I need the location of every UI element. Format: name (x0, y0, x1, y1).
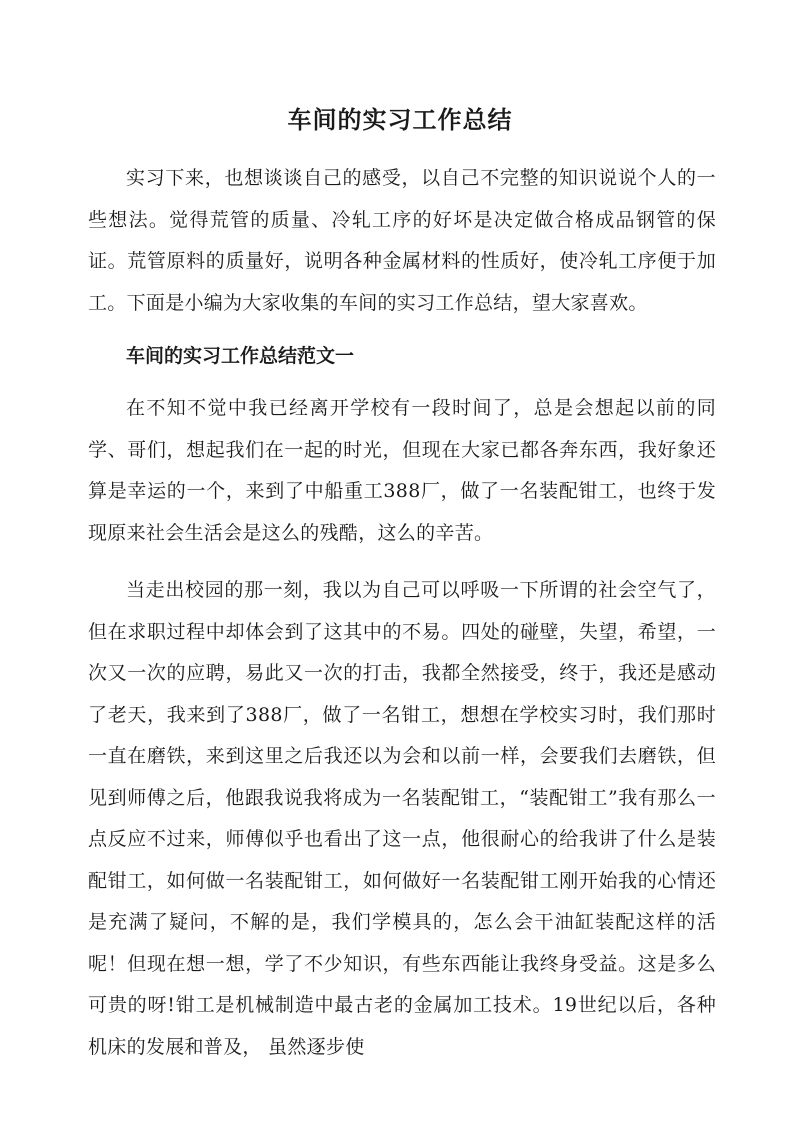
document-title: 车间的实习工作总结 (287, 105, 513, 134)
section-heading: 车间的实习工作总结范文一 (126, 345, 355, 367)
body-paragraph-2: 当走出校园的那一刻，我以为自己可以呼吸一下所谓的社会空气了，但在求职过程中却体会到了这其中的不易。四处的碰壁，失望，希望，一次又一次的应聘，易此又一次的打击，我都全然接受，终于，我还是感动了老天，我来到了388厂，做了一名钳工，想想在学校实习时，我们那时一直在磨铁，来到这里之后我还以为会和以前一样，会要我们去磨铁，但见到师傅之后，他跟我说我将成为一名装配钳工，“装配钳工”我有那么一点反应不过来，师傅似乎也看出了这一点，他很耐心的给我讲了什么是装配钳工，如何做一名装配钳工，如何做好一名装配钳工刚开始我的心情还是充满了疑问，不解的是，我们学模具的，怎么会干油缸装配这样的活呢！但现在想一想，学了不少知识，有些东西能让我终身受益。这是多么可贵的呀!钳工是机械制造中最古老的金属加工技术。19世纪以后，各种机床的发展和普及， 虽然逐步使 (88, 579, 716, 1058)
body-paragraph-1: 在不知不觉中我已经离开学校有一段时间了，总是会想起以前的同学、哥们，想起我们在一起的时光，但现在大家已都各奔东西，我好象还算是幸运的一个，来到了中船重工388厂，做了一名装配钳工，也终于发现原来社会生活会是这么的残酷，这么的辛苦。 (88, 397, 716, 544)
intro-paragraph: 实习下来，也想谈谈自己的感受，以自己不完整的知识说说个人的一些想法。觉得荒管的质量、冷轧工序的好坏是决定做合格成品钢管的保证。荒管原料的质量好，说明各种金属材料的性质好，使冷轧工序便于加工。下面是小编为大家收集的车间的实习工作总结，望大家喜欢。 (88, 167, 716, 314)
